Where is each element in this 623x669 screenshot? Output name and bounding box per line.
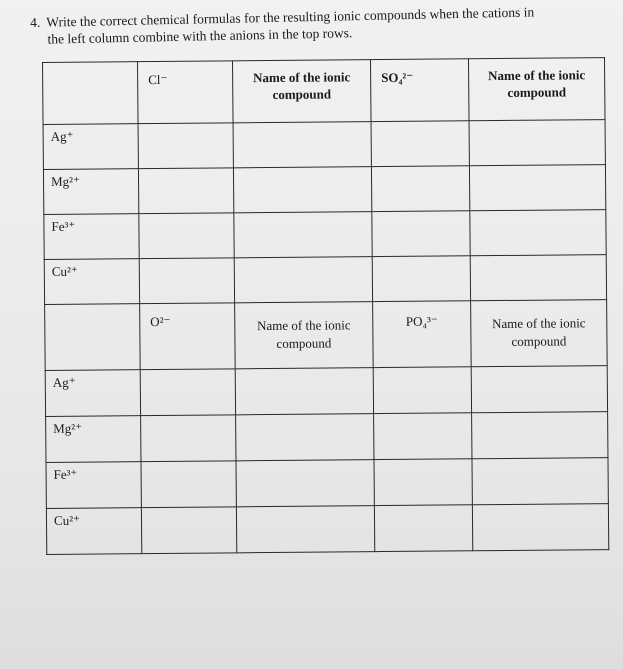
table1-anion-chloride: Cl⁻ [138, 61, 234, 124]
table2-row [45, 366, 607, 417]
table2-cation-label: Ag⁺ [45, 370, 140, 417]
table2-name-header-2: Name of the ionic compound [471, 300, 608, 367]
table2-row [46, 412, 608, 463]
table2-header-row [45, 300, 608, 371]
name-cell[interactable] [469, 120, 605, 166]
name-cell[interactable] [470, 210, 606, 256]
formula-cell[interactable] [141, 507, 236, 554]
table1-row [44, 210, 606, 260]
ionic-compounds-table [42, 57, 609, 555]
name-cell[interactable] [472, 412, 608, 459]
formula-cell[interactable] [138, 168, 233, 214]
formula-cell[interactable] [374, 459, 472, 506]
name-cell[interactable] [236, 414, 374, 461]
table1-header-row [43, 58, 606, 125]
table2-anion-oxide: O²⁻ [140, 303, 236, 370]
name-cell[interactable] [469, 165, 605, 211]
question-number: 4. [30, 14, 41, 30]
formula-cell[interactable] [372, 256, 470, 302]
table1-cation-label: Fe³⁺ [44, 214, 139, 260]
formula-cell[interactable] [138, 123, 233, 169]
formula-cell[interactable] [140, 369, 235, 416]
formula-cell[interactable] [141, 461, 236, 508]
question-text-2: the left column combine with the anions in the top rows. [47, 25, 353, 47]
table1-row [43, 165, 605, 215]
table2-cation-label: Fe³⁺ [46, 462, 141, 509]
formula-cell[interactable] [139, 213, 234, 259]
name-cell[interactable] [236, 460, 374, 507]
table1-cation-label: Mg²⁺ [43, 169, 138, 215]
table2-row [46, 458, 608, 509]
question-prompt [30, 2, 616, 48]
name-cell[interactable] [234, 212, 372, 258]
name-cell[interactable] [470, 255, 606, 301]
table1-corner-cell [43, 62, 139, 125]
table2-row [46, 504, 608, 555]
worksheet-table-area [42, 57, 609, 555]
formula-cell[interactable] [374, 505, 472, 552]
formula-cell[interactable] [374, 413, 472, 460]
name-cell[interactable] [233, 167, 371, 213]
table2-name-header-1: Name of the ionic compound [235, 302, 374, 369]
name-cell[interactable] [233, 122, 371, 168]
question-text-1: Write the correct chemical formulas for the resulting ionic compounds when the cations in [46, 4, 535, 30]
table2-cation-label: Cu²⁺ [46, 508, 141, 555]
table1-name-header-1: Name of the ionic compound [232, 60, 371, 123]
name-cell[interactable] [471, 366, 607, 413]
name-cell[interactable] [235, 368, 373, 415]
name-cell[interactable] [236, 506, 374, 553]
table2-cation-label: Mg²⁺ [46, 416, 141, 463]
table1-anion-sulfate: SO₄²⁻ [370, 59, 469, 122]
table2-anion-phosphate: PO₄³⁻ [373, 301, 472, 368]
formula-cell[interactable] [371, 121, 469, 167]
table1-row [44, 255, 606, 305]
table1-row [43, 120, 605, 170]
formula-cell[interactable] [373, 367, 471, 414]
formula-cell[interactable] [141, 415, 236, 462]
table2-corner-cell [45, 304, 141, 371]
formula-cell[interactable] [139, 258, 234, 304]
table1-cation-label: Ag⁺ [43, 124, 138, 170]
formula-cell[interactable] [372, 211, 470, 257]
table1-name-header-2: Name of the ionic compound [468, 58, 605, 121]
name-cell[interactable] [234, 257, 372, 303]
name-cell[interactable] [472, 458, 608, 505]
name-cell[interactable] [472, 504, 608, 551]
table1-cation-label: Cu²⁺ [44, 259, 139, 305]
formula-cell[interactable] [371, 166, 469, 212]
